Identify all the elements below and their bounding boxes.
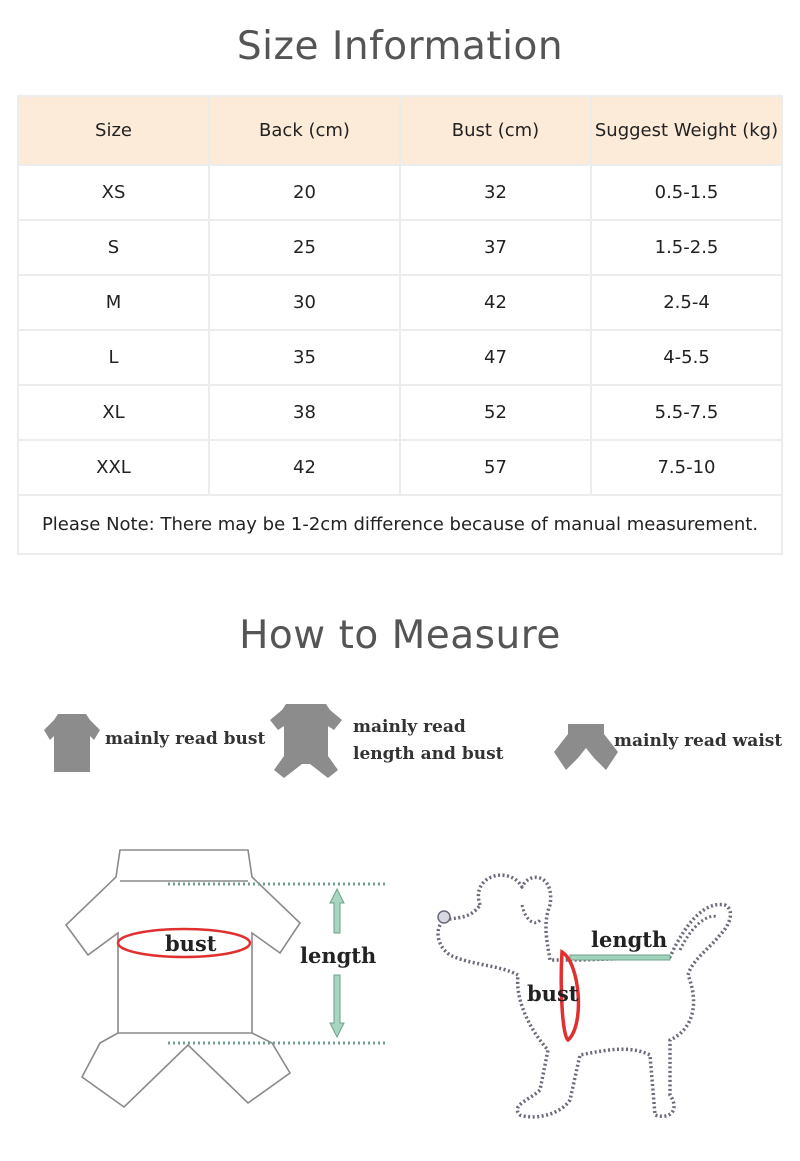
cell-size: XL bbox=[18, 385, 209, 440]
how-to-measure-title: How to Measure bbox=[239, 613, 561, 658]
garment-bust-label: bust bbox=[165, 931, 217, 956]
header-weight: Suggest Weight (kg) bbox=[591, 96, 782, 165]
jumpsuit-icon bbox=[270, 704, 342, 778]
cell-weight: 4-5.5 bbox=[591, 330, 782, 385]
table-row bbox=[18, 440, 782, 495]
header-back: Back (cm) bbox=[209, 96, 400, 165]
table-row bbox=[18, 220, 782, 275]
cell-size: S bbox=[18, 220, 209, 275]
garment-length-label: length bbox=[300, 943, 377, 968]
cell-back: 30 bbox=[209, 275, 400, 330]
cell-size: L bbox=[18, 330, 209, 385]
category-label-length-bust-1: mainly read bbox=[353, 717, 466, 737]
cell-bust: 37 bbox=[400, 220, 591, 275]
dog-diagram bbox=[430, 865, 770, 1154]
note-row bbox=[18, 495, 782, 554]
header-size: Size bbox=[18, 96, 209, 165]
cell-weight: 5.5-7.5 bbox=[591, 385, 782, 440]
cell-bust: 32 bbox=[400, 165, 591, 220]
size-information-title: Size Information bbox=[236, 24, 564, 69]
cell-weight: 1.5-2.5 bbox=[591, 220, 782, 275]
cell-back: 25 bbox=[209, 220, 400, 275]
cell-back: 38 bbox=[209, 385, 400, 440]
cell-weight: 2.5-4 bbox=[591, 275, 782, 330]
header-bust: Bust (cm) bbox=[400, 96, 591, 165]
category-label-length-bust-2: length and bust bbox=[353, 744, 504, 764]
cell-size: M bbox=[18, 275, 209, 330]
cell-weight: 0.5-1.5 bbox=[591, 165, 782, 220]
table-row bbox=[18, 330, 782, 385]
pants-icon bbox=[554, 724, 618, 772]
category-label-bust: mainly read bust bbox=[105, 729, 266, 749]
cell-size: XS bbox=[18, 165, 209, 220]
table-row bbox=[18, 275, 782, 330]
cell-back: 35 bbox=[209, 330, 400, 385]
dog-bust-label: bust bbox=[527, 981, 579, 1006]
cell-weight: 7.5-10 bbox=[591, 440, 782, 495]
cell-size: XXL bbox=[18, 440, 209, 495]
cell-bust: 47 bbox=[400, 330, 591, 385]
table-header-row bbox=[18, 96, 782, 165]
category-label-waist: mainly read waist bbox=[614, 731, 783, 751]
measurement-note: Please Note: There may be 1-2cm difference because of manual measurement. bbox=[18, 495, 782, 554]
garment-diagram bbox=[60, 845, 390, 1124]
table-row bbox=[18, 385, 782, 440]
cell-bust: 57 bbox=[400, 440, 591, 495]
cell-bust: 42 bbox=[400, 275, 591, 330]
table-row bbox=[18, 165, 782, 220]
tshirt-icon bbox=[44, 714, 100, 772]
cell-back: 42 bbox=[209, 440, 400, 495]
cell-back: 20 bbox=[209, 165, 400, 220]
cell-bust: 52 bbox=[400, 385, 591, 440]
size-table bbox=[17, 95, 783, 555]
dog-length-label: length bbox=[591, 927, 668, 952]
